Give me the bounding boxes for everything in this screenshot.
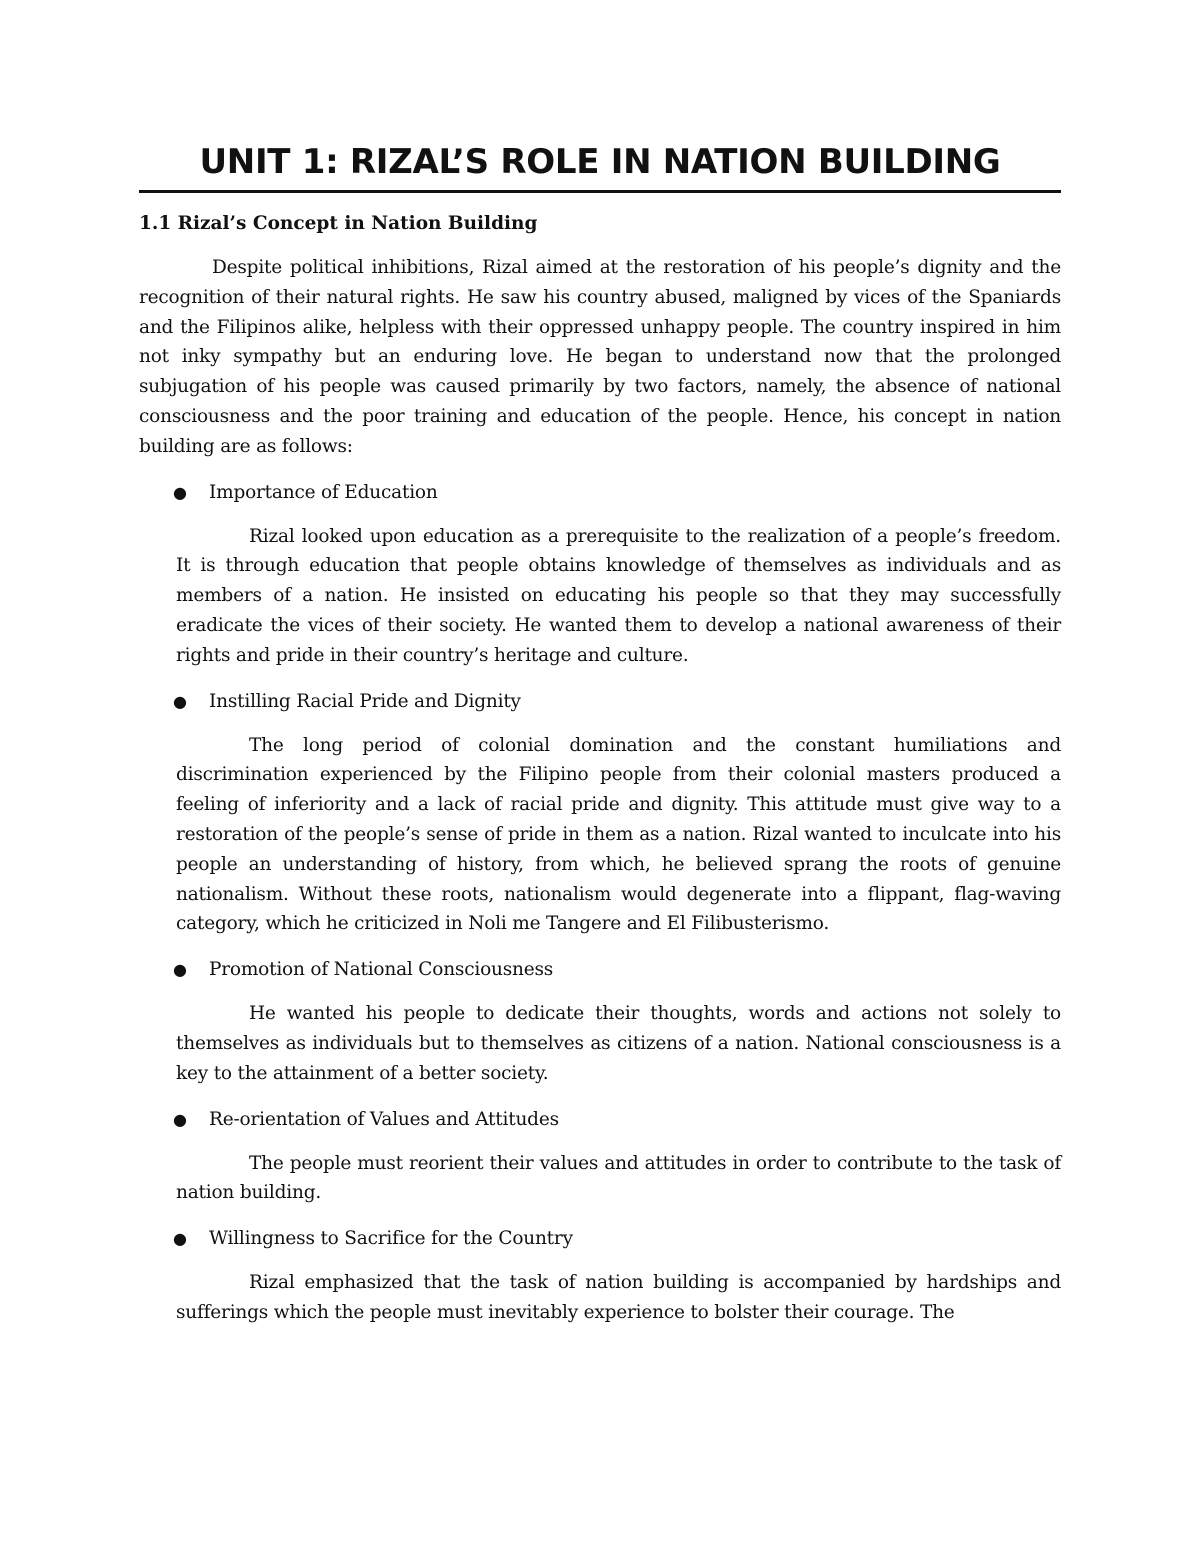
bullet-heading: Willingness to Sacrifice for the Country	[209, 1228, 573, 1250]
document-page	[139, 140, 1061, 1328]
bullet-item-reorientation	[139, 1105, 1061, 1135]
bullet-dot-icon: ●	[173, 1109, 187, 1129]
bullet-paragraph-sacrifice: Rizal emphasized that the task of nation building is accompanied by hardships and sufferings which the people must inevitably experience to bolster their courage. The	[176, 1272, 1061, 1323]
bullet-item-education	[139, 478, 1061, 508]
section-heading: 1.1 Rizal’s Concept in Nation Building	[139, 213, 538, 234]
bullet-dot-icon: ●	[173, 960, 187, 980]
bullet-paragraph-racial-pride: The long period of colonial domination and the constant humiliations and discrimination experienced by the Filipino people from their colonial masters produced a feeling of inferiority and a lack of racial pride and dignity. This attitude must give way to a restoration of the people’s sense of pride in them as a nation. Rizal wanted to inculcate into his people an understanding of history, from which, he believed sprang the roots of genuine nationalism. Without these roots, nationalism would degenerate into a flippant, flag-waving category, which he criticized in Noli me Tangere and El Filibusterismo.	[176, 734, 1061, 935]
bullet-heading: Importance of Education	[209, 481, 438, 503]
bullet-dot-icon: ●	[173, 1229, 187, 1249]
bullet-heading: Promotion of National Consciousness	[209, 959, 554, 981]
bullet-dot-icon: ●	[173, 691, 187, 711]
bullet-item-sacrifice	[139, 1224, 1061, 1254]
bullet-dot-icon: ●	[173, 482, 187, 502]
bullet-paragraph-education: Rizal looked upon education as a prerequisite to the realization of a people’s freedom. It is through education that people obtains knowledge of themselves as individuals and as members of a nation. He insisted on educating his people so that they may successfully eradicate the vices of their society. He wanted them to develop a national awareness of their rights and pride in their country’s heritage and culture.	[176, 525, 1061, 666]
title-underline	[139, 190, 1061, 193]
bullet-paragraph-reorientation: The people must reorient their values and attitudes in order to contribute to the task of nation building.	[176, 1152, 1061, 1204]
bullet-heading: Instilling Racial Pride and Dignity	[209, 690, 521, 712]
document-title: UNIT 1: RIZAL’S ROLE IN NATION BUILDING	[199, 142, 1001, 182]
bullet-heading: Re-orientation of Values and Attitudes	[209, 1108, 559, 1130]
bullet-item-racial-pride	[139, 687, 1061, 717]
bullet-paragraph-national-consciousness: He wanted his people to dedicate their thoughts, words and actions not solely to themselves as individuals but to themselves as citizens of a nation. National consciousness is a key to the attainment of a better society.	[176, 1003, 1061, 1084]
intro-paragraph: Despite political inhibitions, Rizal aimed at the restoration of his people’s dignity and the recognition of their natural rights. He saw his country abused, maligned by vices of the Spaniards and the Filipinos alike, helpless with their oppressed unhappy people. The country inspired in him not inky sympathy but an enduring love. He began to understand now that the prolonged subjugation of his people was caused primarily by two factors, namely, the absence of national consciousness and the poor training and education of the people. Hence, his concept in nation building are as follows:	[139, 257, 1061, 457]
bullet-item-national-consciousness	[139, 955, 1061, 985]
